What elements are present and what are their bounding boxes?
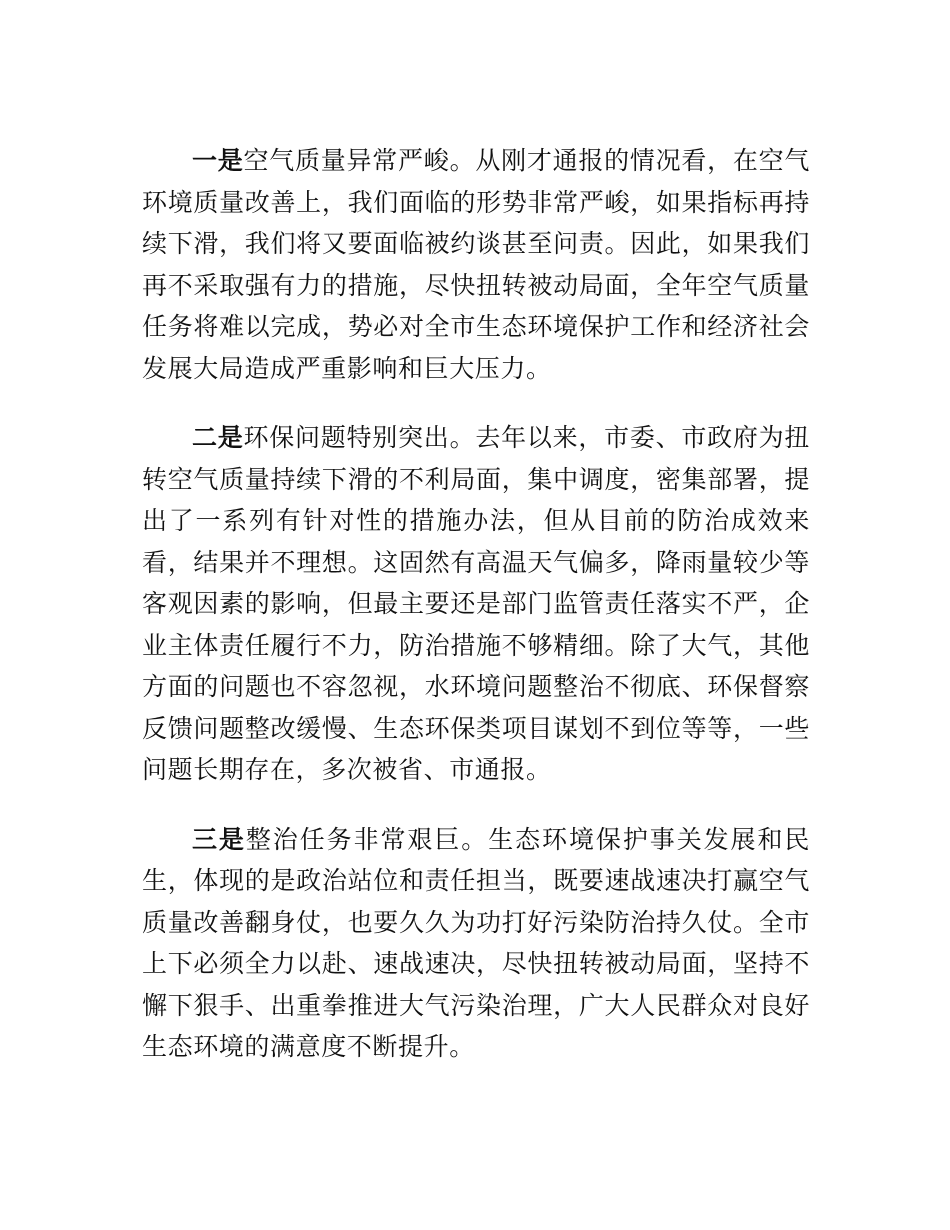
- paragraph-2-text: 环保问题特别突出。去年以来，市委、市政府为扭转空气质量持续下滑的不利局面，集中调度，密集部署，提出了一系列有针对性的措施办法，但从目前的防治成效来看，结果并不理想。这固然有高温天气偏多，降雨量较少等客观因素的影响，但最主要还是部门监管责任落实不严，企业主体责任履行不力，防治措施不够精细。除了大气，其他方面的问题也不容忽视，水环境问题整治不彻底、环保督察反馈问题整改缓慢、生态环保类项目谋划不到位等等，一些问题长期存在，多次被省、市通报。: [142, 423, 810, 784]
- paragraph-1-text: 空气质量异常严峻。从刚才通报的情况看，在空气环境质量改善上，我们面临的形势非常严峻，如果指标再持续下滑，我们将又要面临被约谈甚至问责。因此，如果我们再不采取强有力的措施，尽快扭转被动局面，全年空气质量任务将难以完成，势必对全市生态环境保护工作和经济社会发展大局造成严重影响和巨大压力。: [142, 146, 810, 383]
- paragraph-3: [142, 819, 810, 1068]
- paragraph-2-lead: 二是: [192, 423, 244, 452]
- paragraph-1-lead: 一是: [192, 146, 244, 175]
- paragraph-3-text: 整治任务非常艰巨。生态环境保护事关发展和民生，体现的是政治站位和责任担当，既要速战速决打赢空气质量改善翻身仗，也要久久为功打好污染防治持久仗。全市上下必须全力以赴、速战速决，尽快扭转被动局面，坚持不懈下狠手、出重拳推进大气污染治理，广大人民群众对良好生态环境的满意度不断提升。: [142, 824, 810, 1061]
- paragraph-1: [142, 140, 810, 389]
- paragraph-3-lead: 三是: [192, 824, 246, 854]
- document-body: [142, 140, 810, 1068]
- paragraph-2: [142, 417, 810, 791]
